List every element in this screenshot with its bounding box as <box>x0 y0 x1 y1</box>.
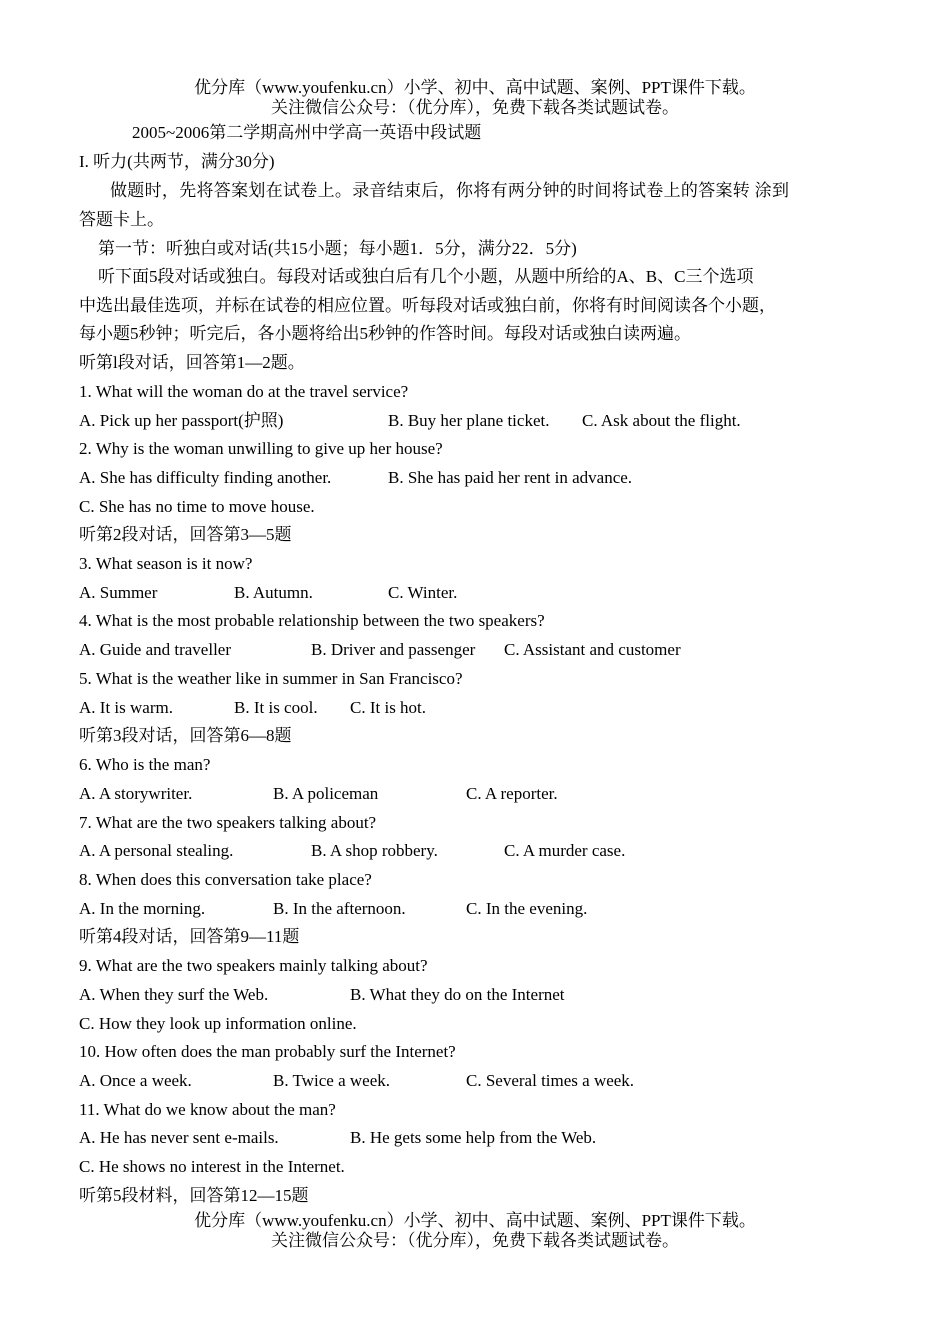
question-2-option-a: A. She has difficulty finding another. <box>79 468 332 487</box>
question-9: 9. What are the two speakers mainly talking about? <box>79 956 428 975</box>
question-10-option-b: B. Twice a week. <box>273 1071 390 1090</box>
question-5-option-a: A. It is warm. <box>79 698 173 717</box>
part1-instruction-line-1: 听下面5段对话或独白。每段对话或独白后有几个小题，从题中所给的A、B、C三个选项 <box>98 267 754 286</box>
question-1-option-c: C. Ask about the flight. <box>582 411 741 430</box>
question-11-option-b: B. He gets some help from the Web. <box>350 1128 597 1147</box>
question-8-option-c: C. In the evening. <box>466 899 588 918</box>
part1-instruction-line-2: 中选出最佳选项，并标在试卷的相应位置。听每段对话或独白前，你将有时间阅读各个小题， <box>79 296 776 315</box>
question-11: 11. What do we know about the man? <box>79 1100 336 1119</box>
part1-instruction-line-3: 每小题5秒钟；听完后，各小题将给出5秒钟的作答时间。每段对话或独白读两遍。 <box>79 324 691 343</box>
question-8: 8. When does this conversation take place? <box>79 870 372 889</box>
question-3-option-c: C. Winter. <box>388 583 458 602</box>
segment-heading-4: 听第4段对话，回答第9—11题 <box>79 927 300 946</box>
header-line-1: 优分库（www.youfenku.cn）小学、初中、高中试题、案例、PPT课件下载。 <box>194 78 756 97</box>
header-line-2: 关注微信公众号：（优分库），免费下载各类试题试卷。 <box>271 98 679 117</box>
question-7-option-b: B. A shop robbery. <box>311 841 438 860</box>
question-3-option-b: B. Autumn. <box>234 583 313 602</box>
footer-line-1: 优分库（www.youfenku.cn）小学、初中、高中试题、案例、PPT课件下载。 <box>194 1211 756 1230</box>
question-5-option-b: B. It is cool. <box>234 698 318 717</box>
question-7-option-a: A. A personal stealing. <box>79 841 234 860</box>
question-8-option-b: B. In the afternoon. <box>273 899 406 918</box>
question-1-option-a: A. Pick up her passport(护照) <box>79 411 284 430</box>
question-6: 6. Who is the man? <box>79 755 211 774</box>
section-heading: I. 听力(共两节，满分30分) <box>79 152 275 171</box>
question-11-option-a: A. He has never sent e-mails. <box>79 1128 279 1147</box>
question-10-option-c: C. Several times a week. <box>466 1071 635 1090</box>
question-9-option-a: A. When they surf the Web. <box>79 985 269 1004</box>
question-4-option-b: B. Driver and passenger <box>311 640 476 659</box>
exam-title: 2005~2006第二学期高州中学高一英语中段试题 <box>132 123 482 142</box>
question-1: 1. What will the woman do at the travel service? <box>79 382 409 401</box>
segment-heading-3: 听第3段对话，回答第6—8题 <box>79 726 292 745</box>
question-8-option-a: A. In the morning. <box>79 899 206 918</box>
question-11-option-c: C. He shows no interest in the Internet. <box>79 1157 345 1176</box>
instruction-line-1: 做题时，先将答案划在试卷上。录音结束后，你将有两分钟的时间将试卷上的答案转 涂到 <box>110 181 790 200</box>
segment-heading-1: 听第l段对话，回答第1—2题。 <box>79 353 305 372</box>
question-3: 3. What season is it now? <box>79 554 253 573</box>
segment-heading-2: 听第2段对话，回答第3—5题 <box>79 525 292 544</box>
question-7-option-c: C. A murder case. <box>504 841 626 860</box>
question-9-option-b: B. What they do on the Internet <box>350 985 565 1004</box>
question-2-option-b: B. She has paid her rent in advance. <box>388 468 633 487</box>
question-4-option-a: A. Guide and traveller <box>79 640 231 659</box>
question-6-option-b: B. A policeman <box>273 784 379 803</box>
question-10-option-a: A. Once a week. <box>79 1071 192 1090</box>
question-4: 4. What is the most probable relationship between the two speakers? <box>79 611 545 630</box>
question-3-option-a: A. Summer <box>79 583 158 602</box>
question-5-option-c: C. It is hot. <box>350 698 427 717</box>
question-6-option-c: C. A reporter. <box>466 784 558 803</box>
question-6-option-a: A. A storywriter. <box>79 784 193 803</box>
question-10: 10. How often does the man probably surf the Internet? <box>79 1042 456 1061</box>
footer-line-2: 关注微信公众号：（优分库），免费下载各类试题试卷。 <box>271 1231 679 1250</box>
question-5: 5. What is the weather like in summer in San Francisco? <box>79 669 463 688</box>
question-2-option-c: C. She has no time to move house. <box>79 497 315 516</box>
question-2: 2. Why is the woman unwilling to give up her house? <box>79 439 443 458</box>
question-9-option-c: C. How they look up information online. <box>79 1014 357 1033</box>
question-1-option-b: B. Buy her plane ticket. <box>388 411 550 430</box>
part1-heading: 第一节：听独白或对话(共15小题；每小题1．5分，满分22．5分) <box>98 239 577 258</box>
instruction-line-2: 答题卡上。 <box>79 210 164 229</box>
question-4-option-c: C. Assistant and customer <box>504 640 681 659</box>
question-7: 7. What are the two speakers talking about? <box>79 813 377 832</box>
segment-heading-5: 听第5段材料，回答第12—15题 <box>79 1186 309 1205</box>
